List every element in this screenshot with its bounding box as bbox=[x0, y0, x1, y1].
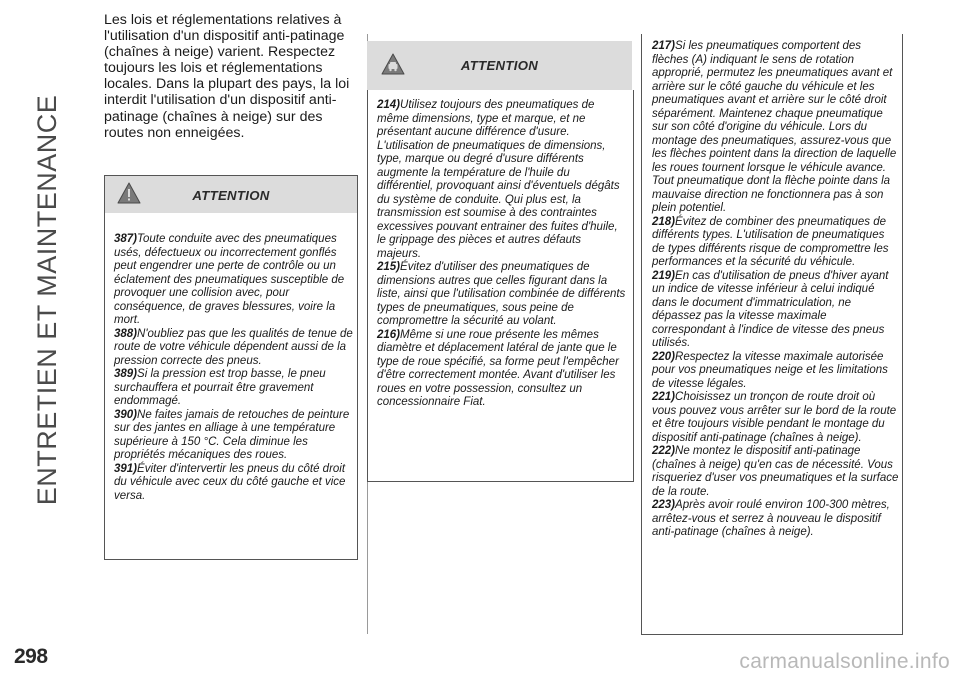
watermark: carmanualsonline.info bbox=[739, 650, 950, 673]
warning-item-text: Ne montez le dispositif anti-patinage (chaînes à neige) qu'en cas de nécessité. Vous risqueriez d'user vos pneumatiques et la surface de la route. bbox=[652, 445, 899, 498]
warning-item bbox=[652, 351, 900, 392]
warning-item bbox=[377, 329, 627, 410]
section-title-vertical: ENTRETIEN ET MAINTENANCE bbox=[32, 94, 62, 506]
warning-item bbox=[652, 270, 900, 351]
warning-box-1 bbox=[104, 175, 358, 560]
warning-box-1-header bbox=[105, 176, 357, 213]
warning-item-number: 221) bbox=[652, 391, 676, 403]
warning-item-text: N'oubliez pas que les qualités de tenue de route de votre véhicule dépendent aussi de la pression correcte des pneus. bbox=[114, 327, 353, 367]
warning-item-number: 389) bbox=[114, 368, 138, 380]
warning-item bbox=[377, 261, 627, 329]
warning-box-1-body bbox=[114, 233, 353, 503]
warning-item-number: 218) bbox=[652, 215, 676, 228]
intro-paragraph: Les lois et réglementations relatives à l'utilisation d'un dispositif anti-patinage (chaînes à neige) varient. Respectez toujours les lois et réglementations locales. Dans la plupart des pays, la loi interdit l'utilisation d'un dispositif anti-patinage (chaînes à neige) sur des routes non enneigées. bbox=[104, 12, 350, 141]
warning-item-text: Respectez la vitesse maximale autorisée pour vos pneumatiques neige et les limitations de vitesse légales. bbox=[652, 350, 888, 390]
warning-box-2 bbox=[367, 90, 634, 482]
warning-item-number: 387) bbox=[114, 233, 138, 245]
warning-item-number: 390) bbox=[114, 408, 138, 421]
warning-item-text: Éviter d'intervertir les pneus du côté droit du véhicule avec ceux du côté gauche et vice versa. bbox=[114, 462, 346, 502]
warning-item-text: Évitez de combiner des pneumatiques de différents types. L'utilisation de pneumatiques de types différents risque de compromettre les performances et la sécurité du véhicule. bbox=[652, 215, 889, 268]
warning-item-text: Ne faites jamais de retouches de peinture sur des jantes en alliage à une température supérieure à 150 °C. Cela diminue les propriétés mécaniques des roues. bbox=[114, 408, 350, 461]
warning-item bbox=[652, 499, 900, 540]
warning-item bbox=[652, 391, 900, 445]
warning-item bbox=[114, 368, 353, 409]
warning-item-number: 217) bbox=[652, 40, 676, 52]
warning-box-3-body bbox=[652, 40, 900, 540]
warning-item-text: Même si une roue présente les mêmes diamètre et déplacement latéral de jante que le type de roue spécifié, sa forme peut l'empêcher d'être correctement montée. Avant d'utiliser les roues en votre possession, consultez un concessionnaire Fiat. bbox=[377, 328, 619, 408]
warning-item-number: 388) bbox=[114, 327, 138, 340]
warning-item bbox=[652, 40, 900, 216]
warning-item-number: 223) bbox=[652, 499, 676, 511]
warning-item bbox=[114, 463, 353, 504]
warning-item-text: Toute conduite avec des pneumatiques usés, défectueux ou incorrectement gonflés peut engendrer une perte de contrôle ou un éclatement des pneumatiques susceptible de provoquer une collision avec, pour conséquence, de graves blessures, voire la mort. bbox=[114, 233, 345, 326]
warning-item-number: 391) bbox=[114, 462, 138, 475]
warning-item bbox=[652, 445, 900, 499]
warning-box-2-body bbox=[377, 99, 627, 410]
warning-item-text: Évitez d'utiliser des pneumatiques de dimensions autres que celles figurant dans la liste, ainsi que l'utilisation combinée de différents types de pneumatiques, sous peine de compromettre la sécurité au volant. bbox=[377, 261, 626, 327]
warning-item-number: 220) bbox=[652, 350, 676, 363]
warning-box-2-title: ATTENTION bbox=[460, 58, 539, 73]
warning-item-text: Après avoir roulé environ 100-300 mètres, arrêtez-vous et serrez à nouveau le dispositif anti-patinage (chaînes à neige). bbox=[652, 499, 890, 538]
warning-item-text: En cas d'utilisation de pneus d'hiver ayant un indice de vitesse inférieur à celui indiqué dans le document d'immatriculation, ne dépassez pas la vitesse maximale correspondant à l'indice de vitesse des pneus utilisés. bbox=[652, 269, 889, 349]
warning-item-text: Choisissez un tronçon de route droit où vous pouvez vous arrêter sur le bord de la route et être toujours visible pendant le montage du dispositif anti-patinage (chaînes à neige). bbox=[652, 391, 897, 444]
page-number: 298 bbox=[14, 645, 48, 668]
warning-item-text: Si les pneumatiques comportent des flèches (A) indiquant le sens de rotation approprié, permutez les pneumatiques avant et arrière sur le côté gauche du véhicule et les pneumatiques avant et arrière sur le côté droit séparément. Maintenez chaque pneumatique sur son côté d'origine du véhicule. Lors du montage des pneumatiques, assurez-vous que les flèches pointent dans la direction de laquelle les roues tournent lorsque le véhicule avance. Tout pneumatique dont la flèche pointe dans la mauvaise direction ne fonctionnera pas à son plein potentiel. bbox=[652, 40, 897, 214]
warning-item bbox=[652, 216, 900, 270]
warning-item-number: 219) bbox=[652, 269, 676, 282]
warning-item-text: Utilisez toujours des pneumatiques de même dimensions, type et marque, et ne présentant aucune différence d'usure. L'utilisation de pneumatiques de dimensions, type, marque ou degré d'usure différents augmente la température de l'huile du différentiel, provoquant ainsi d'éventuels dégâts du système de conduite. Qui plus est, la transmission est soumise à des contraintes excessives pouvant entrainer des fuites d'huile, le grippage des pièces et autres défauts majeurs. bbox=[377, 99, 620, 260]
warning-item bbox=[377, 99, 627, 261]
warning-item-number: 215) bbox=[377, 261, 401, 273]
warning-box-3 bbox=[641, 34, 903, 635]
warning-item-number: 222) bbox=[652, 445, 676, 457]
warning-item bbox=[114, 233, 353, 328]
warning-item bbox=[114, 409, 353, 463]
warning-item-text: Si la pression est trop basse, le pneu surchauffera et pourrait être gravement endommagé. bbox=[114, 368, 326, 407]
warning-box-2-header bbox=[367, 41, 632, 90]
warning-item bbox=[114, 328, 353, 369]
warning-item-number: 214) bbox=[377, 99, 401, 111]
warning-box-1-title: ATTENTION bbox=[192, 188, 270, 203]
warning-item-number: 216) bbox=[377, 328, 401, 341]
